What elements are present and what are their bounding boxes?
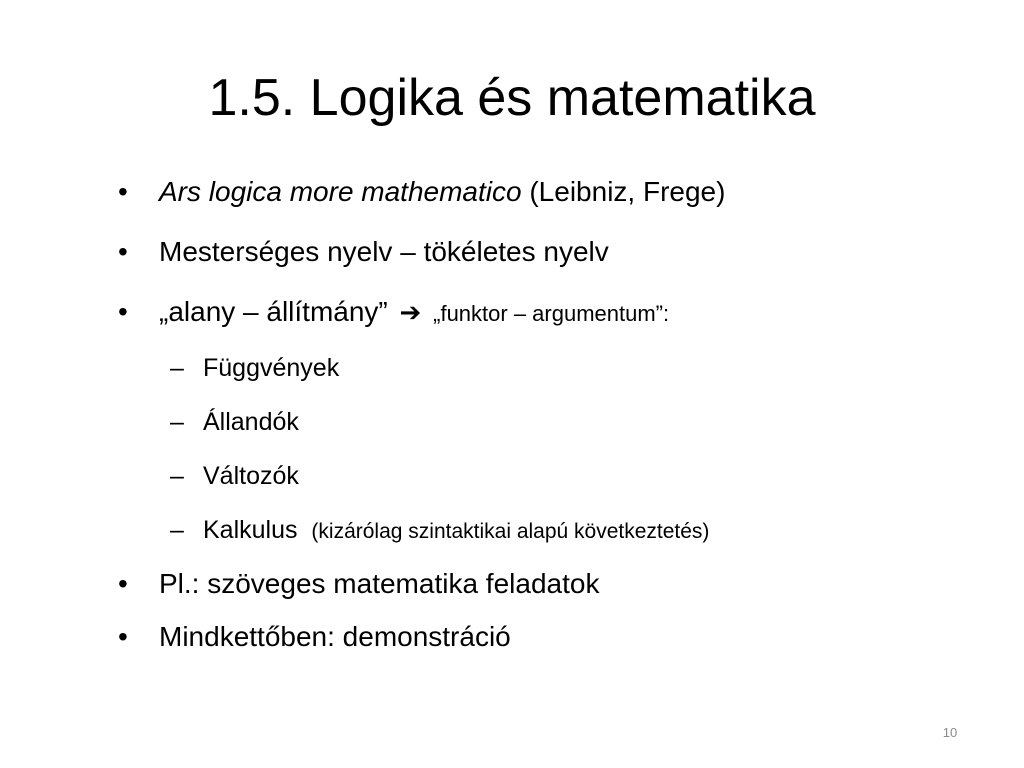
bullet-text-rest: (Leibniz, Frege) — [521, 176, 726, 207]
dash-marker: – — [170, 354, 184, 382]
bullet-text — [159, 172, 725, 212]
bullet-text: Mesterséges nyelv – tökéletes nyelv — [159, 236, 609, 267]
sub-bullet-text: Változók — [203, 462, 299, 490]
bullet-text: Mindkettőben: demonstráció — [159, 621, 511, 652]
bullet-text: Pl.: szöveges matematika feladatok — [159, 568, 600, 599]
sub-bullet-text: Függvények — [203, 354, 340, 382]
dash-marker: – — [170, 408, 184, 436]
bullet-text — [159, 292, 669, 334]
sub-bullet-text — [203, 512, 709, 550]
sub-bullet-note: (kizárólag szintaktikai alapú következtetés) — [311, 520, 710, 543]
sub-bullet-text: Állandók — [203, 408, 299, 436]
bullet-marker: • — [118, 568, 128, 599]
page-number: 10 — [942, 725, 958, 740]
bullet-text-suffix: „funktor – argumentum”: — [433, 301, 670, 326]
slide-title: 1.5. Logika és matematika — [208, 69, 816, 127]
sub-bullet-main: Kalkulus — [203, 516, 298, 544]
dash-marker: – — [170, 516, 184, 544]
bullet-marker: • — [118, 621, 128, 652]
right-arrow-icon: ➔ — [399, 297, 422, 327]
bullet-marker: • — [118, 296, 128, 327]
italic-phrase: Ars logica more mathematico — [159, 176, 522, 207]
dash-marker: – — [170, 462, 184, 490]
bullet-marker: • — [118, 236, 128, 267]
bullet-text-main: „alany – állítmány” — [159, 296, 388, 327]
bullet-marker: • — [118, 176, 128, 207]
